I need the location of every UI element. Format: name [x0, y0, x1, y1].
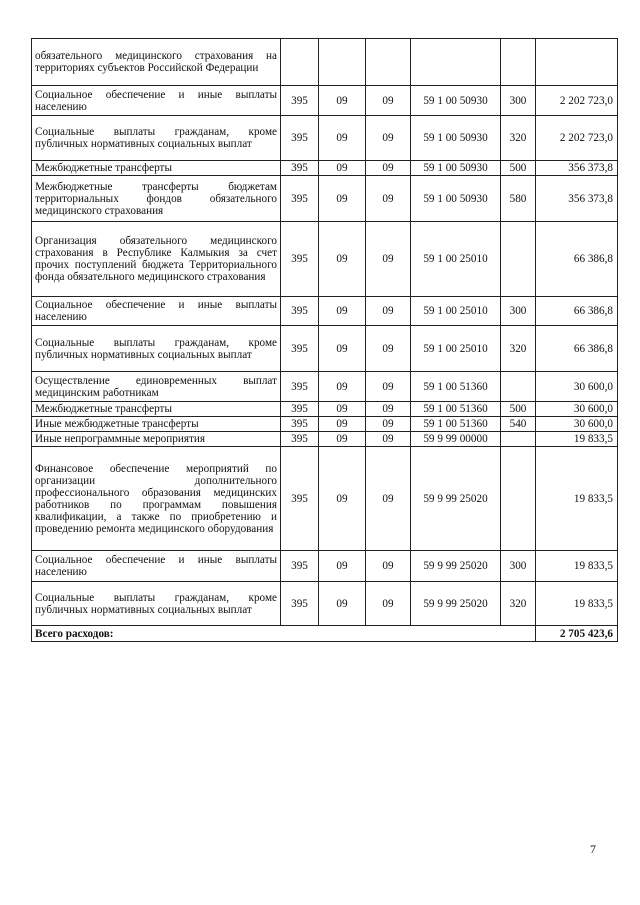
- item-name: Межбюджетные трансферты: [32, 402, 281, 417]
- subsection-code: [366, 39, 411, 86]
- item-name: Социальные выплаты гражданам, кроме публичных нормативных социальных выплат: [32, 326, 281, 372]
- target-article-code: [411, 39, 501, 86]
- subsection-code: 09: [366, 161, 411, 176]
- ministry-code: 395: [281, 447, 319, 551]
- table-row: [32, 402, 618, 417]
- item-name: Межбюджетные трансферты: [32, 161, 281, 176]
- section-code: 09: [319, 417, 366, 432]
- target-article-code: 59 1 00 51360: [411, 372, 501, 402]
- ministry-code: 395: [281, 551, 319, 582]
- section-code: 09: [319, 222, 366, 297]
- target-article-code: 59 1 00 25010: [411, 297, 501, 326]
- subsection-code: 09: [366, 551, 411, 582]
- subsection-code: 09: [366, 176, 411, 222]
- ministry-code: 395: [281, 582, 319, 626]
- expense-type-code: [501, 222, 536, 297]
- table-row: [32, 326, 618, 372]
- subsection-code: 09: [366, 447, 411, 551]
- table-row: [32, 297, 618, 326]
- total-amount: 2 705 423,6: [536, 626, 618, 642]
- section-code: 09: [319, 447, 366, 551]
- budget-expenditure-table: [31, 38, 618, 642]
- expense-type-code: 320: [501, 326, 536, 372]
- section-code: 09: [319, 372, 366, 402]
- amount: 66 386,8: [536, 297, 618, 326]
- target-article-code: 59 1 00 50930: [411, 176, 501, 222]
- table-row: [32, 432, 618, 447]
- subsection-code: 09: [366, 86, 411, 116]
- expense-type-code: 580: [501, 176, 536, 222]
- expense-type-code: 300: [501, 551, 536, 582]
- table-row: [32, 582, 618, 626]
- expense-type-code: 320: [501, 582, 536, 626]
- expense-type-code: [501, 432, 536, 447]
- subsection-code: 09: [366, 582, 411, 626]
- target-article-code: 59 1 00 50930: [411, 161, 501, 176]
- expense-type-code: [501, 39, 536, 86]
- subsection-code: 09: [366, 432, 411, 447]
- item-name: Социальные выплаты гражданам, кроме публичных нормативных социальных выплат: [32, 582, 281, 626]
- ministry-code: 395: [281, 116, 319, 161]
- ministry-code: 395: [281, 176, 319, 222]
- section-code: 09: [319, 116, 366, 161]
- amount: 19 833,5: [536, 447, 618, 551]
- amount: 2 202 723,0: [536, 116, 618, 161]
- ministry-code: 395: [281, 86, 319, 116]
- item-name: Социальное обеспечение и иные выплаты населению: [32, 551, 281, 582]
- target-article-code: 59 1 00 25010: [411, 326, 501, 372]
- target-article-code: 59 1 00 50930: [411, 86, 501, 116]
- amount: 30 600,0: [536, 402, 618, 417]
- ministry-code: [281, 39, 319, 86]
- subsection-code: 09: [366, 326, 411, 372]
- ministry-code: 395: [281, 417, 319, 432]
- expense-type-code: 320: [501, 116, 536, 161]
- expense-type-code: [501, 372, 536, 402]
- subsection-code: 09: [366, 372, 411, 402]
- expense-type-code: 300: [501, 297, 536, 326]
- table-row: [32, 551, 618, 582]
- section-code: 09: [319, 432, 366, 447]
- item-name: Осуществление единовременных выплат медицинским работникам: [32, 372, 281, 402]
- table-row: [32, 417, 618, 432]
- amount: 356 373,8: [536, 176, 618, 222]
- subsection-code: 09: [366, 222, 411, 297]
- item-name: Социальные выплаты гражданам, кроме публичных нормативных социальных выплат: [32, 116, 281, 161]
- subsection-code: 09: [366, 402, 411, 417]
- section-code: 09: [319, 86, 366, 116]
- target-article-code: 59 9 99 25020: [411, 447, 501, 551]
- subsection-code: 09: [366, 417, 411, 432]
- ministry-code: 395: [281, 161, 319, 176]
- amount: [536, 39, 618, 86]
- table-row: [32, 116, 618, 161]
- section-code: 09: [319, 176, 366, 222]
- subsection-code: 09: [366, 297, 411, 326]
- target-article-code: 59 9 99 25020: [411, 582, 501, 626]
- section-code: 09: [319, 161, 366, 176]
- table-row: [32, 161, 618, 176]
- expense-type-code: 300: [501, 86, 536, 116]
- amount: 356 373,8: [536, 161, 618, 176]
- total-label: Всего расходов:: [32, 626, 536, 642]
- total-row: [32, 626, 618, 642]
- ministry-code: 395: [281, 372, 319, 402]
- ministry-code: 395: [281, 222, 319, 297]
- ministry-code: 395: [281, 326, 319, 372]
- target-article-code: 59 9 99 25020: [411, 551, 501, 582]
- amount: 66 386,8: [536, 222, 618, 297]
- target-article-code: 59 1 00 50930: [411, 116, 501, 161]
- section-code: 09: [319, 326, 366, 372]
- section-code: 09: [319, 297, 366, 326]
- target-article-code: 59 9 99 00000: [411, 432, 501, 447]
- amount: 30 600,0: [536, 372, 618, 402]
- item-name: Межбюджетные трансферты бюджетам территориальных фондов обязательного медицинского страхования: [32, 176, 281, 222]
- expense-type-code: 500: [501, 161, 536, 176]
- subsection-code: 09: [366, 116, 411, 161]
- ministry-code: 395: [281, 432, 319, 447]
- item-name: Иные непрограммные мероприятия: [32, 432, 281, 447]
- target-article-code: 59 1 00 51360: [411, 402, 501, 417]
- section-code: 09: [319, 551, 366, 582]
- table-row: [32, 222, 618, 297]
- item-name: Иные межбюджетные трансферты: [32, 417, 281, 432]
- item-name: Организация обязательного медицинского страхования в Республике Калмыкия за счет прочих поступлений бюджета Территориального фонда обязательного медицинского страхования: [32, 222, 281, 297]
- table-row: [32, 86, 618, 116]
- table-row: [32, 39, 618, 86]
- table-row: [32, 447, 618, 551]
- section-code: 09: [319, 402, 366, 417]
- table-row: [32, 176, 618, 222]
- item-name: обязательного медицинского страхования на территориях субъектов Российской Федерации: [32, 39, 281, 86]
- ministry-code: 395: [281, 297, 319, 326]
- amount: 30 600,0: [536, 417, 618, 432]
- expense-type-code: 500: [501, 402, 536, 417]
- expense-type-code: [501, 447, 536, 551]
- item-name: Финансовое обеспечение мероприятий по организации дополнительного профессионального образования медицинских работников по программам повышения квалификации, а также по приобретению и проведению ремонта медицинского оборудования: [32, 447, 281, 551]
- amount: 66 386,8: [536, 326, 618, 372]
- target-article-code: 59 1 00 25010: [411, 222, 501, 297]
- amount: 19 833,5: [536, 432, 618, 447]
- amount: 19 833,5: [536, 582, 618, 626]
- expense-type-code: 540: [501, 417, 536, 432]
- section-code: 09: [319, 582, 366, 626]
- table-row: [32, 372, 618, 402]
- amount: 2 202 723,0: [536, 86, 618, 116]
- target-article-code: 59 1 00 51360: [411, 417, 501, 432]
- item-name: Социальное обеспечение и иные выплаты населению: [32, 297, 281, 326]
- item-name: Социальное обеспечение и иные выплаты населению: [32, 86, 281, 116]
- ministry-code: 395: [281, 402, 319, 417]
- page-number: 7: [590, 842, 596, 856]
- table-body: [32, 39, 618, 642]
- section-code: [319, 39, 366, 86]
- amount: 19 833,5: [536, 551, 618, 582]
